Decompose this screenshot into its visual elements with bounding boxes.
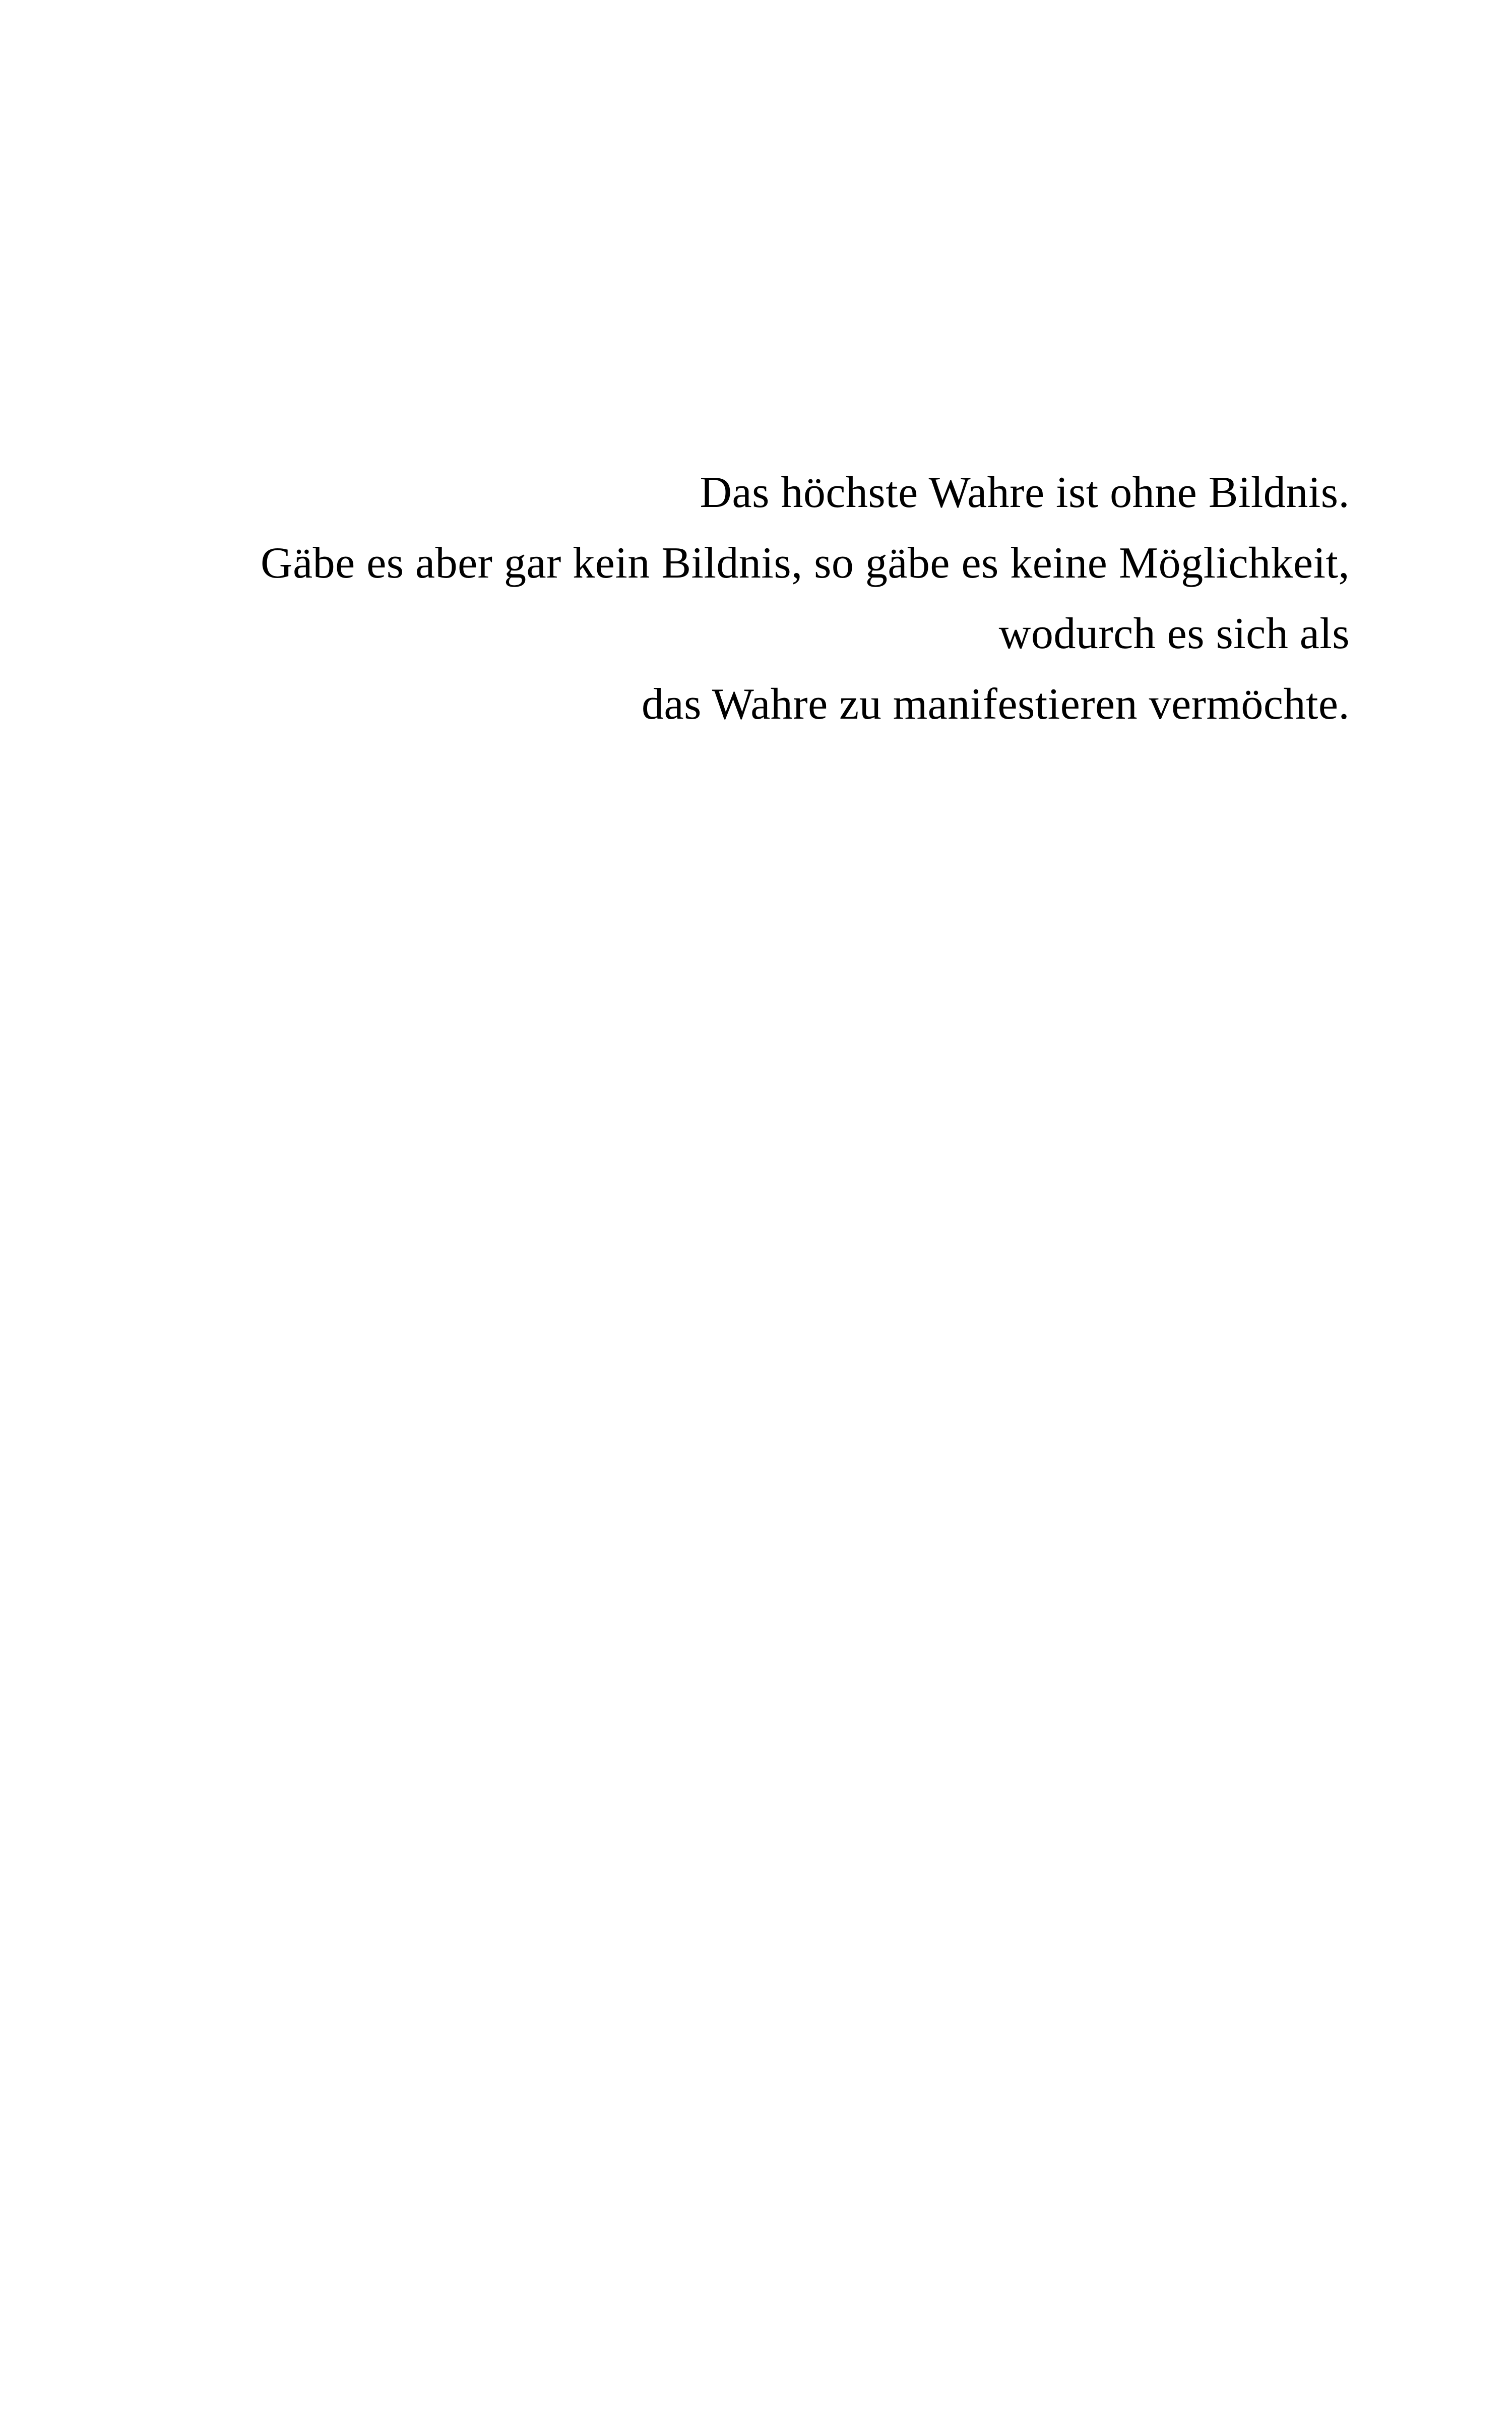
epigraph-line-2: Gäbe es aber gar kein Bildnis, so gäbe es keine Möglichkeit, [261,539,1350,588]
epigraph-quote [261,458,1350,740]
epigraph-line-4: das Wahre zu manifestieren vermöchte. [642,680,1350,729]
epigraph-line-1: Das höchste Wahre ist ohne Bildnis. [700,468,1350,517]
epigraph-line-3: wodurch es sich als [998,609,1350,658]
